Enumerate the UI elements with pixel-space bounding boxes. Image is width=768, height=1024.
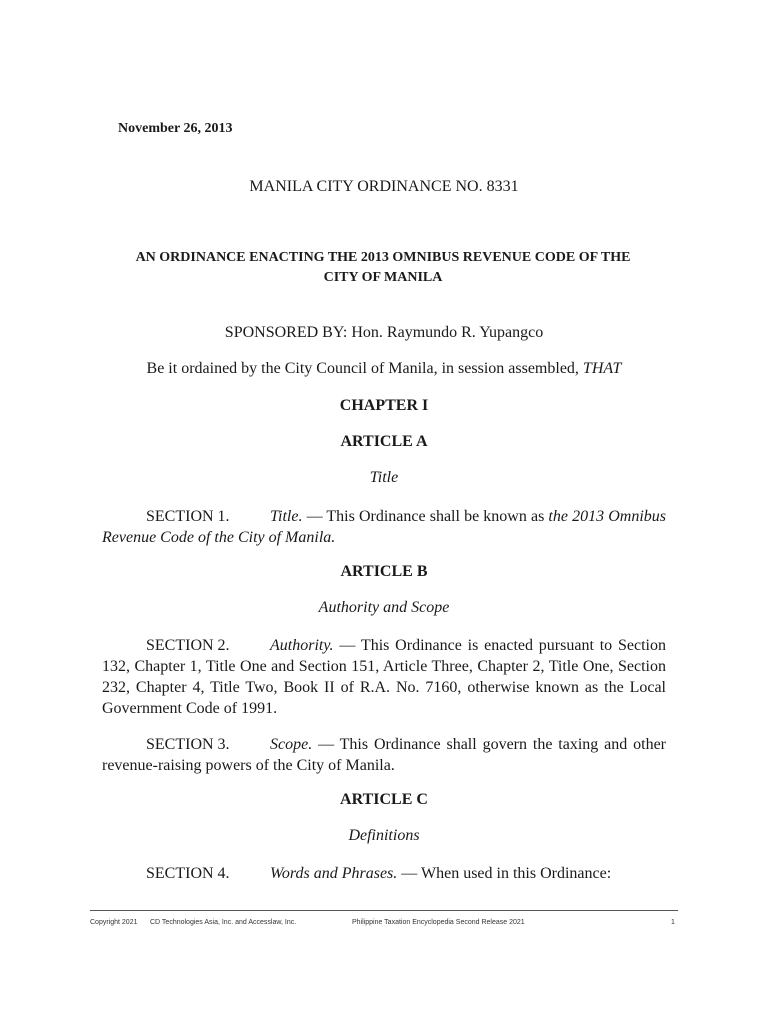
footer-publisher: CD Technologies Asia, Inc. and Accesslaw, Inc.: [150, 919, 297, 926]
article-a-title: Title: [369, 469, 399, 486]
enacting-clause-that: THAT: [582, 360, 622, 377]
section-4-text: — When used in this Ordinance:: [397, 865, 612, 882]
footer-publication: Philippine Taxation Encyclopedia Second Release 2021: [352, 919, 525, 926]
section-1-code-name: the 2013 Omnibus Revenue Code of the City of Manila.: [102, 508, 666, 546]
enacting-clause-text: Be it ordained by the City Council of Manila, in session assembled,: [146, 360, 583, 377]
section-3-heading: Scope.: [270, 736, 313, 753]
section-3-label: SECTION 3.: [146, 736, 230, 753]
article-b-heading: ARTICLE B: [340, 563, 428, 580]
ordinance-heading: [100, 248, 666, 288]
section-4-heading: Words and Phrases.: [270, 865, 398, 882]
footer-page-number: 1: [671, 919, 675, 926]
sponsor-line: SPONSORED BY: Hon. Raymundo R. Yupangco: [224, 324, 544, 341]
section-2: [102, 635, 666, 719]
section-2-heading: Authority.: [270, 637, 334, 654]
article-c-heading: ARTICLE C: [340, 791, 428, 808]
article-a-heading: ARTICLE A: [340, 433, 428, 450]
section-4-label: SECTION 4.: [146, 865, 230, 882]
footer-divider: [90, 910, 678, 911]
section-2-label: SECTION 2.: [146, 637, 230, 654]
section-1: [102, 506, 666, 548]
article-c-title: Definitions: [348, 827, 420, 844]
section-1-text: — This Ordinance shall be known as: [302, 508, 549, 525]
section-3: [102, 734, 666, 776]
document-date: November 26, 2013: [118, 121, 233, 136]
section-4: [102, 863, 666, 884]
footer-copyright: Copyright 2021: [90, 919, 138, 926]
section-2-text: — This Ordinance is enacted pursuant to Section 132, Chapter 1, Title One and Section 151, Article Three, Chapter 2, Title One, Section 232, Chapter 4, Title Two, Book II of R.A. No. 7160, otherwise known as the Local Government Code of 1991.: [102, 637, 666, 717]
section-1-heading: Title.: [270, 508, 303, 525]
chapter-heading: CHAPTER I: [339, 397, 429, 414]
section-3-text: — This Ordinance shall govern the taxing and other revenue-raising powers of the City of Manila.: [102, 736, 666, 774]
ordinance-number: MANILA CITY ORDINANCE NO. 8331: [249, 178, 519, 195]
section-1-label: SECTION 1.: [146, 508, 230, 525]
article-b-title: Authority and Scope: [318, 599, 450, 616]
heading-line-1: AN ORDINANCE ENACTING THE 2013 OMNIBUS REVENUE CODE OF THE: [135, 250, 631, 265]
enacting-clause: [0, 360, 768, 378]
heading-line-2: CITY OF MANILA: [323, 270, 443, 285]
